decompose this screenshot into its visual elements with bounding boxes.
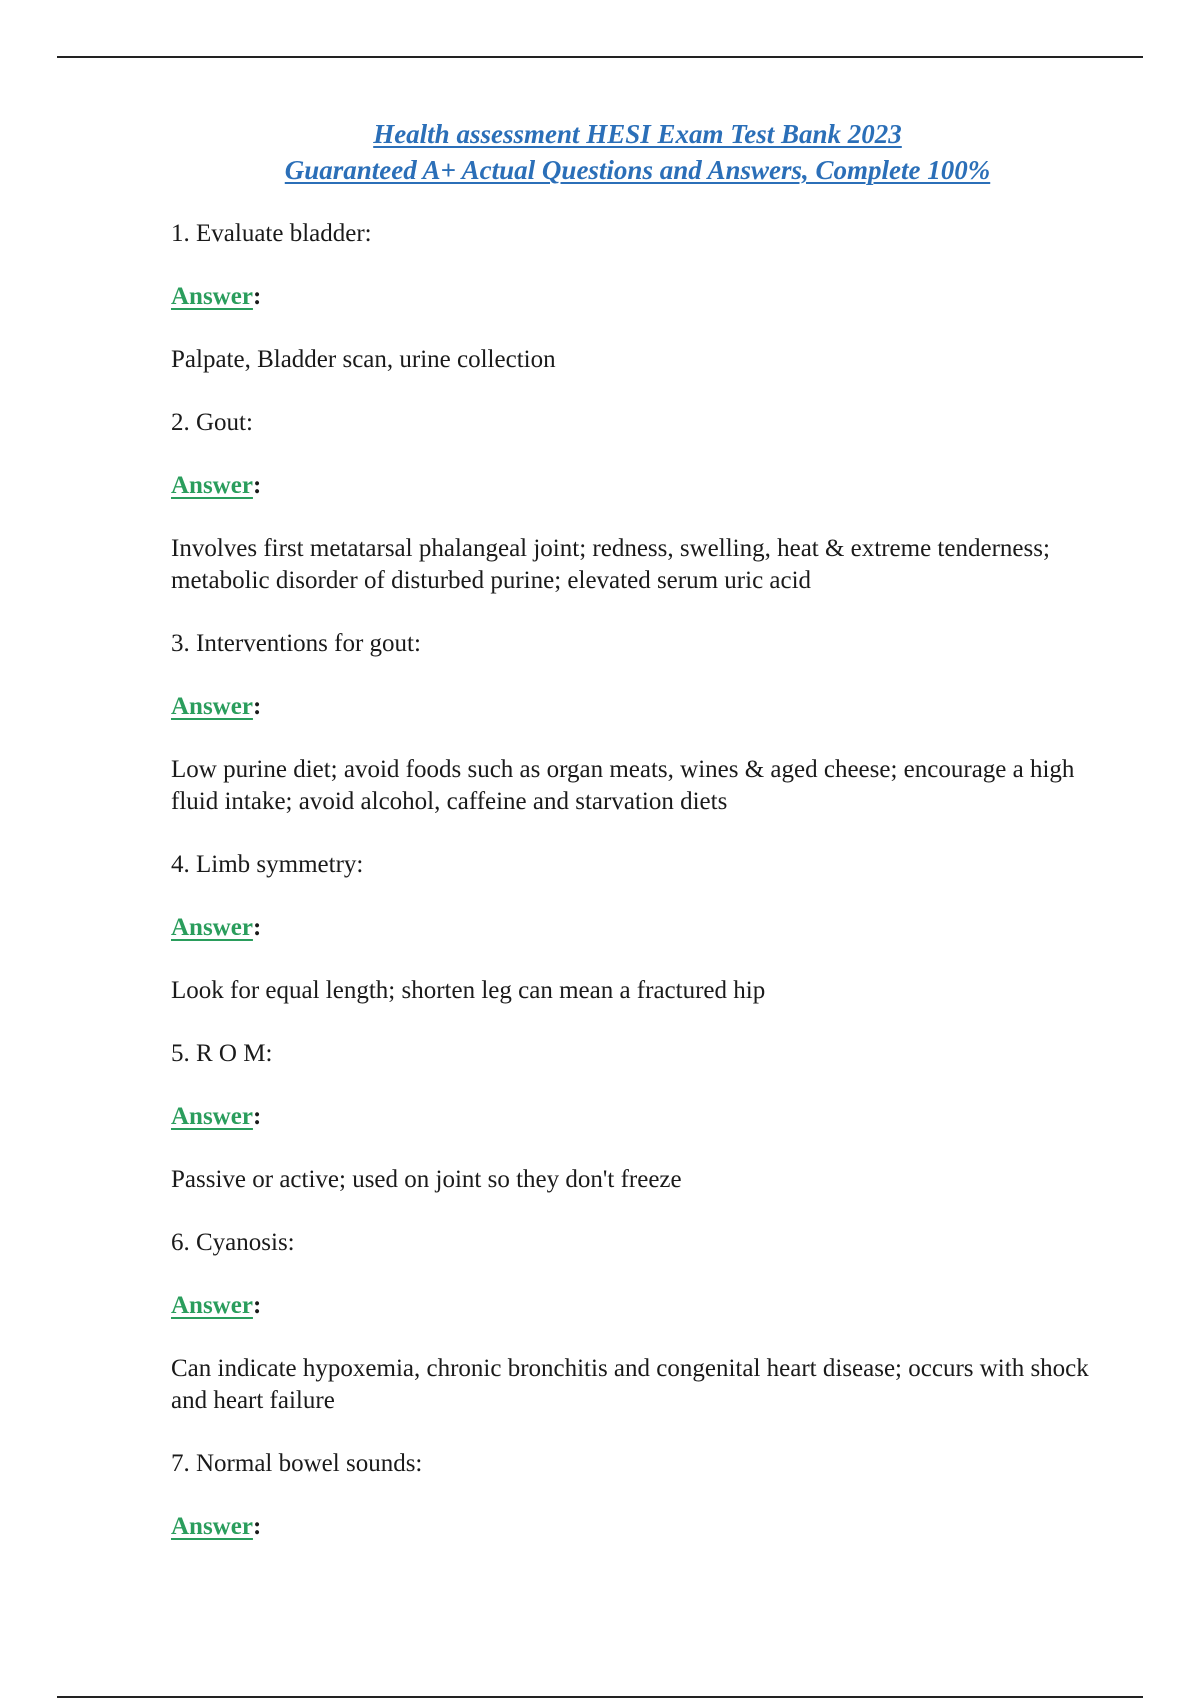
qa-item-5 bbox=[171, 1038, 1091, 1196]
answer-word: Answer bbox=[171, 693, 253, 720]
qa-item-7 bbox=[171, 1448, 1091, 1543]
answer-label-2: Answer: bbox=[171, 472, 262, 499]
answer-label-5: Answer: bbox=[171, 1103, 262, 1130]
bottom-rule bbox=[57, 1696, 1143, 1698]
answer-label-7: Answer: bbox=[171, 1513, 262, 1540]
answer-word: Answer bbox=[171, 283, 253, 310]
answer-1: Palpate, Bladder scan, urine collection bbox=[171, 346, 556, 373]
question-5: 5. R O M: bbox=[171, 1040, 273, 1067]
question-1: 1. Evaluate bladder: bbox=[171, 220, 372, 247]
answer-2: Involves first metatarsal phalangeal joint; redness, swelling, heat & extreme tenderness; metabolic disorder of disturbed purine; elevated serum uric acid bbox=[171, 535, 1050, 594]
question-3: 3. Interventions for gout: bbox=[171, 630, 421, 657]
question-4: 4. Limb symmetry: bbox=[171, 851, 364, 878]
answer-word: Answer bbox=[171, 1513, 253, 1540]
qa-item-3 bbox=[171, 628, 1091, 818]
answer-4: Look for equal length; shorten leg can mean a fractured hip bbox=[171, 977, 766, 1004]
question-2: 2. Gout: bbox=[171, 409, 253, 436]
question-6: 6. Cyanosis: bbox=[171, 1229, 295, 1256]
top-rule bbox=[57, 56, 1143, 58]
qa-list bbox=[171, 218, 1091, 1574]
title-line-1: Health assessment HESI Exam Test Bank 2023 bbox=[373, 119, 902, 149]
answer-word: Answer bbox=[171, 1103, 253, 1130]
qa-item-2 bbox=[171, 407, 1091, 597]
answer-label-4: Answer: bbox=[171, 914, 262, 941]
qa-item-6 bbox=[171, 1227, 1091, 1417]
answer-3: Low purine diet; avoid foods such as organ meats, wines & aged cheese; encourage a high fluid intake; avoid alcohol, caffeine and starvation diets bbox=[171, 756, 1075, 815]
answer-word: Answer bbox=[171, 1292, 253, 1319]
document-title bbox=[0, 116, 1200, 188]
answer-5: Passive or active; used on joint so they don't freeze bbox=[171, 1166, 682, 1193]
answer-label-3: Answer: bbox=[171, 693, 262, 720]
answer-word: Answer bbox=[171, 914, 253, 941]
answer-word: Answer bbox=[171, 472, 253, 499]
answer-label-6: Answer: bbox=[171, 1292, 262, 1319]
title-line-2: Guaranteed A+ Actual Questions and Answers, Complete 100% bbox=[284, 155, 991, 185]
qa-item-1 bbox=[171, 218, 1091, 376]
qa-item-4 bbox=[171, 849, 1091, 1007]
answer-label-1: Answer: bbox=[171, 283, 262, 310]
answer-6: Can indicate hypoxemia, chronic bronchitis and congenital heart disease; occurs with shock and heart failure bbox=[171, 1355, 1089, 1414]
question-7: 7. Normal bowel sounds: bbox=[171, 1450, 423, 1477]
